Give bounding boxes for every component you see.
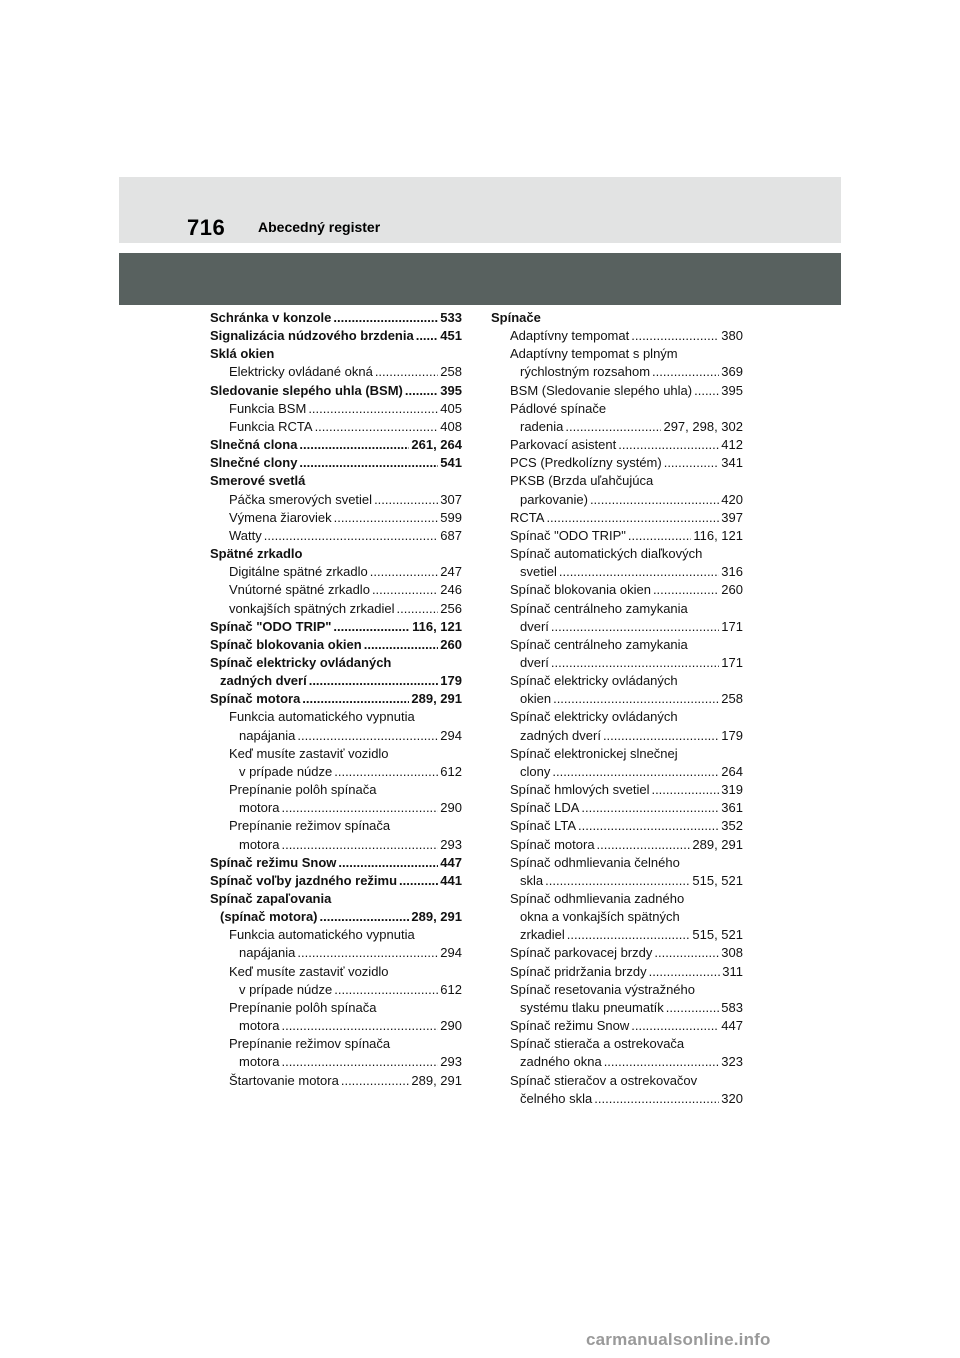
page-reference: 179 xyxy=(721,727,743,743)
dot-leader xyxy=(334,509,439,527)
index-entry xyxy=(491,454,743,472)
page-reference: 352 xyxy=(721,818,743,834)
index-term: Funkcia RCTA xyxy=(229,418,313,434)
page-reference: 323 xyxy=(721,1054,743,1070)
index-term: skla xyxy=(520,872,544,888)
header-band xyxy=(119,177,841,243)
page-reference: 397 xyxy=(721,509,743,525)
index-term: Signalizácia núdzového brzdenia xyxy=(210,328,414,344)
dot-leader xyxy=(654,944,719,962)
index-entry xyxy=(491,799,743,817)
index-entry xyxy=(491,1053,743,1071)
index-term: Spínač režimu Snow xyxy=(510,1018,630,1034)
dot-leader xyxy=(320,908,410,926)
dot-leader xyxy=(578,817,719,835)
page-reference: 612 xyxy=(440,763,462,779)
page-reference: 405 xyxy=(440,400,462,416)
dot-leader xyxy=(664,454,720,472)
page-reference: 261, 264 xyxy=(411,437,462,453)
index-term: Spínač motora xyxy=(510,836,595,852)
page-reference: 408 xyxy=(440,418,462,434)
index-entry: Spínač automatických diaľkových xyxy=(510,546,703,562)
dot-leader xyxy=(396,600,438,618)
dot-leader xyxy=(299,436,409,454)
index-entry xyxy=(491,763,743,781)
dot-leader xyxy=(653,581,719,599)
index-term: Spínač LDA xyxy=(510,800,580,816)
dot-leader xyxy=(374,491,438,509)
dot-leader xyxy=(341,1072,410,1090)
index-term: Funkcia BSM xyxy=(229,400,307,416)
index-entry xyxy=(210,382,462,400)
dot-leader xyxy=(551,654,719,672)
index-entry xyxy=(210,854,462,872)
index-column-left xyxy=(210,309,462,1090)
dot-leader xyxy=(581,799,719,817)
index-term: Schránka v konzole xyxy=(210,310,332,325)
dot-leader xyxy=(553,690,719,708)
dot-leader xyxy=(372,581,438,599)
page-reference: 515, 521 xyxy=(692,872,743,888)
index-term: parkovanie) xyxy=(520,491,588,507)
index-entry: Spínač elektricky ovládaných xyxy=(510,709,678,725)
page-reference: 293 xyxy=(440,836,462,852)
index-entry: Funkcia automatického vypnutia xyxy=(229,927,415,943)
index-entry xyxy=(491,436,743,454)
page-reference: 246 xyxy=(440,582,462,598)
dot-leader xyxy=(546,509,719,527)
index-entry xyxy=(210,690,462,708)
dot-leader xyxy=(416,327,439,345)
index-entry xyxy=(491,944,743,962)
dot-leader xyxy=(334,981,438,999)
page-reference: 247 xyxy=(440,564,462,580)
page-reference: 395 xyxy=(440,382,462,398)
page-reference: 289, 291 xyxy=(411,691,462,707)
index-entry xyxy=(491,618,743,636)
index-entry: Spínač odhmlievania zadného xyxy=(510,891,685,906)
index-entry xyxy=(491,363,743,381)
index-entry: Spínač elektricky ovládaných xyxy=(510,673,678,689)
page-reference: 599 xyxy=(440,509,462,525)
index-term: Výmena žiaroviek xyxy=(229,509,332,525)
page-reference: 687 xyxy=(440,527,462,543)
page-reference: 319 xyxy=(721,782,743,798)
index-entry xyxy=(210,454,462,472)
page-reference: 395 xyxy=(721,382,743,398)
index-term: Spínač "ODO TRIP" xyxy=(210,618,332,634)
index-entry xyxy=(210,908,462,926)
page-reference: 316 xyxy=(721,564,743,580)
dot-leader xyxy=(281,1053,438,1071)
dot-leader xyxy=(375,363,438,381)
index-term: dverí xyxy=(520,618,549,634)
page-reference: 293 xyxy=(440,1054,462,1070)
watermark: carmanualsonline.info xyxy=(586,1330,771,1349)
index-term: motora xyxy=(239,800,280,816)
index-term: Spínač parkovacej brzdy xyxy=(510,945,653,961)
page-reference: 307 xyxy=(440,491,462,507)
dot-leader xyxy=(590,491,719,509)
page-reference: 320 xyxy=(721,1090,743,1106)
index-entry xyxy=(491,1090,743,1108)
page-reference: 311 xyxy=(722,963,743,979)
index-term: zrkadiel xyxy=(520,927,565,943)
index-term: radenia xyxy=(520,418,564,434)
index-entry xyxy=(210,727,462,745)
index-term: rýchlostným rozsahom xyxy=(520,364,651,380)
index-entry xyxy=(491,836,743,854)
index-term: systému tlaku pneumatík xyxy=(520,999,664,1015)
index-term: Vnútorné spätné zrkadlo xyxy=(229,582,370,598)
page-reference: 258 xyxy=(440,364,462,380)
dot-leader xyxy=(334,763,438,781)
dot-leader xyxy=(281,1017,438,1035)
index-entry xyxy=(491,872,743,890)
index-entry: Spínač elektricky ovládaných xyxy=(210,654,392,670)
index-entry xyxy=(210,309,462,327)
dot-leader xyxy=(308,400,438,418)
dot-leader xyxy=(264,527,439,545)
index-entry: Spínač centrálneho zamykania xyxy=(510,636,688,652)
dot-leader xyxy=(618,436,719,454)
dot-leader xyxy=(603,727,719,745)
index-entry xyxy=(491,327,743,345)
index-entry xyxy=(491,999,743,1017)
page-reference: 179 xyxy=(440,673,462,689)
index-entry xyxy=(210,1072,462,1090)
index-entry xyxy=(210,436,462,454)
index-entry xyxy=(210,763,462,781)
page-reference: 116, 121 xyxy=(412,618,462,634)
page-number: 716 xyxy=(187,215,226,240)
index-term: Slnečná clona xyxy=(210,437,298,453)
index-entry: Spínač odhmlievania čelného xyxy=(510,854,680,870)
page-reference: 420 xyxy=(721,491,743,507)
index-entry: Sklá okien xyxy=(210,346,275,362)
index-entry xyxy=(210,400,462,418)
page-reference: 441 xyxy=(440,872,462,888)
index-entry xyxy=(210,600,462,618)
dot-leader xyxy=(594,1090,719,1108)
dot-leader xyxy=(631,1017,719,1035)
dot-leader xyxy=(309,672,439,690)
page-reference: 447 xyxy=(440,854,462,870)
index-entry xyxy=(210,363,462,381)
page-reference: 290 xyxy=(440,1018,462,1034)
dot-leader xyxy=(405,382,438,400)
index-entry xyxy=(491,926,743,944)
page-reference: 256 xyxy=(440,600,462,616)
index-term: Spínač blokovania okien xyxy=(510,582,651,598)
index-entry xyxy=(491,563,743,581)
index-entry xyxy=(210,618,462,636)
index-term: Digitálne spätné zrkadlo xyxy=(229,564,368,580)
index-term: motora xyxy=(239,1054,280,1070)
dot-leader xyxy=(545,872,690,890)
index-entry: Spätné zrkadlo xyxy=(210,546,303,562)
index-entry xyxy=(210,672,462,690)
index-entry xyxy=(491,382,743,400)
dot-leader xyxy=(333,309,438,327)
index-term: napájania xyxy=(239,727,296,743)
index-term: Štartovanie motora xyxy=(229,1072,339,1088)
index-entry: PKSB (Brzda uľahčujúca xyxy=(510,473,654,489)
dot-leader xyxy=(370,563,439,581)
page-reference: 308 xyxy=(721,945,743,961)
page-reference: 515, 521 xyxy=(692,927,743,943)
dot-leader xyxy=(315,418,439,436)
index-entry xyxy=(491,527,743,545)
index-term: Slnečné clony xyxy=(210,455,298,471)
dot-leader xyxy=(551,618,719,636)
index-term: Spínač voľby jazdného režimu xyxy=(210,872,398,888)
index-term: zadných dverí xyxy=(220,673,307,689)
page-reference: 289, 291 xyxy=(692,836,743,852)
page-reference: 361 xyxy=(721,800,743,816)
index-entry: Keď musíte zastaviť vozidlo xyxy=(229,745,389,761)
index-term: Spínač blokovania okien xyxy=(210,636,362,652)
page-reference: 533 xyxy=(440,310,462,325)
page-reference: 583 xyxy=(721,999,743,1015)
dot-leader xyxy=(565,418,661,436)
page-reference: 294 xyxy=(440,727,462,743)
index-entry: Spínač centrálneho zamykania xyxy=(510,600,688,616)
page-reference: 116, 121 xyxy=(693,527,743,543)
index-entry: Prepínanie polôh spínača xyxy=(229,782,377,798)
page-reference: 171 xyxy=(721,654,743,670)
index-entry xyxy=(210,1017,462,1035)
index-entry: Pádlové spínače xyxy=(510,400,607,416)
page-reference: 369 xyxy=(721,364,743,380)
index-entry: Spínače xyxy=(491,310,541,325)
index-entry: Spínač zapaľovania xyxy=(210,891,332,906)
index-term: BSM (Sledovanie slepého uhla) xyxy=(510,382,693,398)
index-entry xyxy=(491,1017,743,1035)
index-term: okien xyxy=(520,691,552,707)
index-entry: Prepínanie režimov spínača xyxy=(229,1036,391,1052)
index-term: svetiel xyxy=(520,564,557,580)
index-entry xyxy=(210,1053,462,1071)
index-term: Spínač motora xyxy=(210,691,301,707)
index-term: motora xyxy=(239,1018,280,1034)
index-entry xyxy=(210,799,462,817)
index-term: motora xyxy=(239,836,280,852)
index-entry xyxy=(491,781,743,799)
index-term: zadného okna xyxy=(520,1054,602,1070)
index-entry xyxy=(210,836,462,854)
index-entry xyxy=(491,509,743,527)
index-entry: Smerové svetlá xyxy=(210,473,306,489)
index-entry: Keď musíte zastaviť vozidlo xyxy=(229,963,389,979)
index-term: Parkovací asistent xyxy=(510,437,617,453)
index-entry xyxy=(491,491,743,509)
page-reference: 260 xyxy=(440,636,462,652)
dot-leader xyxy=(333,618,410,636)
page-reference: 297, 298, 302 xyxy=(663,418,743,434)
page-reference: 412 xyxy=(721,437,743,453)
dot-leader xyxy=(552,763,719,781)
dot-leader xyxy=(694,382,719,400)
index-term: RCTA xyxy=(510,509,545,525)
index-term: dverí xyxy=(520,654,549,670)
index-term: Spínač LTA xyxy=(510,818,576,834)
index-term: Páčka smerových svetiel xyxy=(229,491,373,507)
dot-leader xyxy=(281,799,438,817)
index-entry xyxy=(210,581,462,599)
dot-leader xyxy=(631,327,719,345)
dot-leader xyxy=(666,999,720,1017)
index-entry xyxy=(491,654,743,672)
page-reference: 289, 291 xyxy=(411,1072,462,1088)
index-term: Spínač režimu Snow xyxy=(210,854,337,870)
index-term: vonkajších spätných zrkadiel xyxy=(229,600,395,616)
dot-leader xyxy=(559,563,719,581)
index-entry xyxy=(210,981,462,999)
page-reference: 541 xyxy=(440,455,462,471)
index-term: zadných dverí xyxy=(520,727,601,743)
page-reference: 612 xyxy=(440,981,462,997)
dot-leader xyxy=(338,854,438,872)
index-term: (spínač motora) xyxy=(220,909,318,925)
index-entry: Spínač stierača a ostrekovača xyxy=(510,1036,685,1052)
index-term: Spínač "ODO TRIP" xyxy=(510,527,626,543)
index-entry xyxy=(210,509,462,527)
dot-leader xyxy=(299,454,438,472)
page-reference: 258 xyxy=(721,691,743,707)
index-entry: Prepínanie polôh spínača xyxy=(229,999,377,1015)
dot-leader xyxy=(604,1053,720,1071)
index-term: Spínač pridržania brzdy xyxy=(510,963,647,979)
dot-leader xyxy=(628,527,691,545)
index-entry: Spínač elektronickej slnečnej xyxy=(510,745,678,761)
index-entry xyxy=(210,944,462,962)
dot-leader xyxy=(281,836,438,854)
index-term: Elektricky ovládané okná xyxy=(229,364,373,380)
dot-leader xyxy=(399,872,438,890)
page-reference: 341 xyxy=(721,455,743,471)
index-entry xyxy=(210,563,462,581)
dot-leader xyxy=(297,944,438,962)
page-reference: 264 xyxy=(721,763,743,779)
index-term: v prípade núdze xyxy=(239,763,333,779)
dot-leader xyxy=(302,690,409,708)
index-entry: Spínač resetovania výstražného xyxy=(510,981,695,997)
index-term: clony xyxy=(520,763,551,779)
dot-leader xyxy=(297,727,438,745)
dot-leader xyxy=(364,636,439,654)
dot-leader xyxy=(651,781,719,799)
dot-leader xyxy=(597,836,691,854)
index-term: Spínač hmlových svetiel xyxy=(510,782,650,798)
index-entry xyxy=(491,727,743,745)
index-entry: okna a vonkajších spätných xyxy=(520,909,680,925)
index-entry: Adaptívny tempomat s plným xyxy=(510,346,678,362)
page-reference: 294 xyxy=(440,945,462,961)
page-reference: 289, 291 xyxy=(411,909,462,925)
index-term: v prípade núdze xyxy=(239,981,333,997)
index-entry xyxy=(491,690,743,708)
index-entry xyxy=(210,491,462,509)
index-entry: Spínač stieračov a ostrekovačov xyxy=(510,1072,698,1088)
index-entry xyxy=(491,581,743,599)
page-title: Abecedný register xyxy=(258,219,381,235)
page-reference: 290 xyxy=(440,800,462,816)
index-entry xyxy=(491,418,743,436)
index-term: Sledovanie slepého uhla (BSM) xyxy=(210,382,403,398)
index-entry: Funkcia automatického vypnutia xyxy=(229,709,415,725)
page-reference: 451 xyxy=(440,328,462,344)
dot-leader xyxy=(652,363,719,381)
index-entry: Prepínanie režimov spínača xyxy=(229,818,391,834)
dot-leader xyxy=(567,926,691,944)
index-entry xyxy=(210,327,462,345)
index-entry xyxy=(491,963,743,981)
page-reference: 260 xyxy=(721,582,743,598)
dot-leader xyxy=(649,963,721,981)
index-term: napájania xyxy=(239,945,296,961)
index-term: čelného skla xyxy=(520,1090,593,1106)
page-reference: 447 xyxy=(721,1018,743,1034)
page-reference: 171 xyxy=(721,618,743,634)
index-term: Watty xyxy=(229,527,262,543)
section-band xyxy=(119,253,841,305)
index-column-right xyxy=(491,309,743,1108)
page-reference: 380 xyxy=(721,328,743,344)
index-entry xyxy=(210,418,462,436)
index-entry xyxy=(210,872,462,890)
index-term: PCS (Predkolízny systém) xyxy=(510,455,662,471)
index-entry xyxy=(210,636,462,654)
index-entry xyxy=(210,527,462,545)
index-entry xyxy=(491,817,743,835)
index-term: Adaptívny tempomat xyxy=(510,328,630,344)
